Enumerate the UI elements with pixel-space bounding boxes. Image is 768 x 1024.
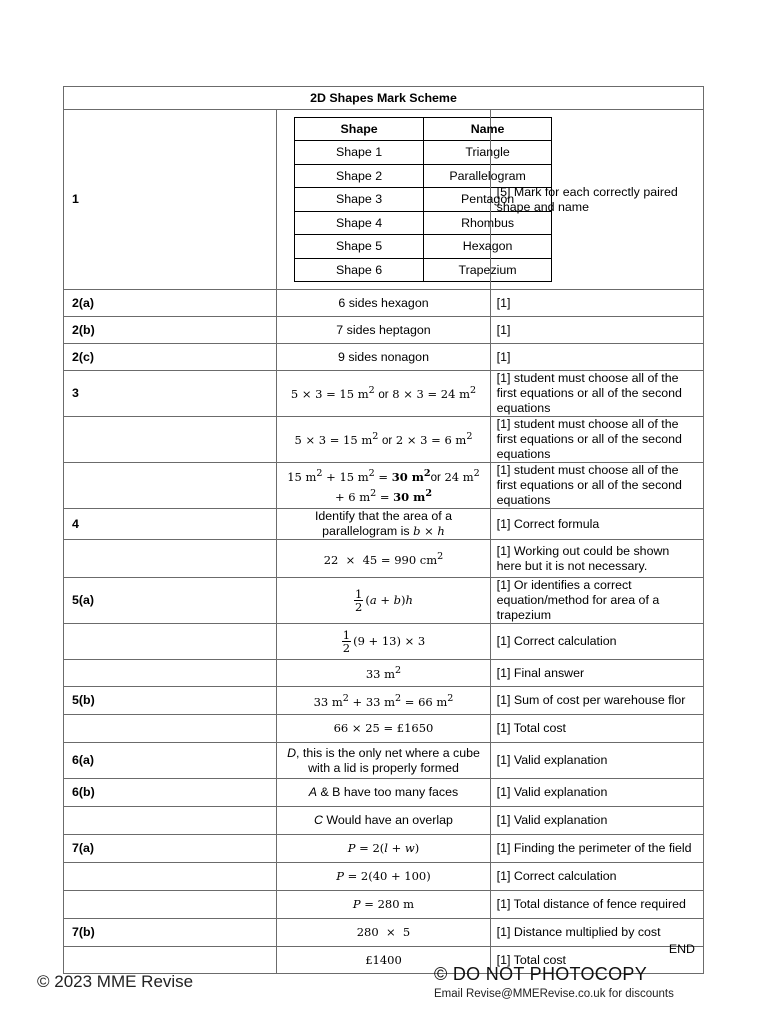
question-number: 2(c) (64, 344, 277, 371)
question-number (64, 660, 277, 687)
question-number: 2(b) (64, 317, 277, 344)
mark-cell: [1] Correct calculation (490, 863, 703, 891)
mark-cell: [1] Working out could be shown here but it is not necessary. (490, 540, 703, 578)
table-row (64, 578, 704, 624)
inner-cell-name: Rhombus (423, 211, 552, 235)
question-number (64, 417, 277, 463)
table-row (64, 371, 704, 417)
answer-cell: $\frac{1}{2}$ (9 + 13) × 3 (277, 624, 490, 660)
table-row (64, 743, 704, 779)
mark-cell: [5] Mark for each correctly paired shape and name (490, 110, 703, 290)
inner-cell-shape: Shape 5 (295, 235, 424, 259)
inner-cell-name: Triangle (423, 141, 552, 165)
inner-header-shape: Shape (295, 117, 424, 141)
table-row (64, 317, 704, 344)
mark-cell: [1] (490, 290, 703, 317)
question-number: 4 (64, 509, 277, 540)
question-number: 2(a) (64, 290, 277, 317)
table-row (64, 463, 704, 509)
answer-cell: 5 × 3 = 15 $m^2$ or 8 × 3 = 24 $m^2$ (277, 371, 490, 417)
contact-email: Email Revise@MMERevise.co.uk for discounts (434, 988, 674, 1000)
rows-body (64, 290, 704, 974)
answer-cell: 6 sides hexagon (277, 290, 490, 317)
table-row (64, 687, 704, 715)
mark-cell: [1] Correct formula (490, 509, 703, 540)
answer-cell: P = 2(40 + 100) (277, 863, 490, 891)
question-number: 1 (64, 110, 277, 290)
question-number (64, 624, 277, 660)
answer-cell: A & B have too many faces (277, 779, 490, 807)
inner-header-name: Name (423, 117, 552, 141)
question-number: 6(a) (64, 743, 277, 779)
table-row (64, 715, 704, 743)
inner-cell-name: Pentagon (423, 188, 552, 212)
answer-cell: 9 sides nonagon (277, 344, 490, 371)
answer-cell: £1400 (277, 947, 490, 974)
answer-cell: Identify that the area of a parallelogram is b × h (277, 509, 490, 540)
question-number: 7(b) (64, 919, 277, 947)
answer-cell (277, 110, 526, 290)
table-row (64, 417, 704, 463)
mark-scheme (63, 86, 704, 974)
inner-cell-shape: Shape 4 (295, 211, 424, 235)
answer-cell: 15 $m^2 + 15$ $m^2 = 30$ $m^2or$ 24 $m^2 + 6$ $m^2 = 30$ $m^2$ (277, 463, 490, 509)
table-row (64, 540, 704, 578)
question-number (64, 715, 277, 743)
footer-notice (434, 964, 674, 1000)
question-number: 5(b) (64, 687, 277, 715)
page-title: 2D Shapes Mark Scheme (64, 87, 704, 110)
table-row (64, 779, 704, 807)
mark-cell: [1] Or identifies a correct equation/method for area of a trapezium (490, 578, 703, 624)
title-row (64, 87, 704, 110)
question-number (64, 947, 277, 974)
table-row (64, 919, 704, 947)
inner-cell-shape: Shape 1 (295, 141, 424, 165)
table-row (64, 863, 704, 891)
table-row (64, 344, 704, 371)
mark-cell: [1] Total cost (490, 947, 703, 974)
no-photocopy-notice: © DO NOT PHOTOCOPY (434, 964, 648, 984)
question-number (64, 863, 277, 891)
answer-cell: 280 × 5 (277, 919, 490, 947)
mark-cell: [1] Total cost (490, 715, 703, 743)
answer-cell: 7 sides heptagon (277, 317, 490, 344)
table-row (64, 807, 704, 835)
table-row (64, 110, 704, 290)
mark-cell: [1] Sum of cost per warehouse flor (490, 687, 703, 715)
question-number: 7(a) (64, 835, 277, 863)
inner-cell-shape: Shape 2 (295, 164, 424, 188)
answer-cell: D, this is the only net where a cube with a lid is properly formed (277, 743, 490, 779)
table-row (64, 509, 704, 540)
answer-cell: P = 2(l + w) (277, 835, 490, 863)
mark-cell: [1] student must choose all of the first equations or all of the second equations (490, 463, 703, 509)
answer-cell: 33 $m^2$ (277, 660, 490, 687)
answer-cell: C Would have an overlap (277, 807, 490, 835)
question-number: 6(b) (64, 779, 277, 807)
mark-cell: [1] Final answer (490, 660, 703, 687)
answer-cell: 5 × 3 = 15 $m^2$ or 2 × 3 = 6 $m^2$ (277, 417, 490, 463)
table-row (64, 891, 704, 919)
answer-cell: 33 $m^2 + 33$ $m^2 = 66$ $m^2$ (277, 687, 490, 715)
question-number: 3 (64, 371, 277, 417)
mark-cell: [1] student must choose all of the first equations or all of the second equations (490, 417, 703, 463)
mark-cell: [1] Distance multiplied by cost (490, 919, 703, 947)
question-number (64, 891, 277, 919)
mark-cell: [1] Valid explanation (490, 807, 703, 835)
copyright-text: © 2023 MME Revise (37, 972, 194, 991)
question-number (64, 807, 277, 835)
table-row (64, 290, 704, 317)
question-number (64, 463, 277, 509)
mark-cell: [1] Correct calculation (490, 624, 703, 660)
answer-cell: $\frac{1}{2}$ (a + b)h (277, 578, 490, 624)
mark-cell: [1] Finding the perimeter of the field (490, 835, 703, 863)
table-row (64, 624, 704, 660)
mark-cell: [1] Valid explanation (490, 743, 703, 779)
answer-cell: 22 × 45 = 990 $cm^2$ (277, 540, 490, 578)
question-number (64, 540, 277, 578)
mark-cell: [1] (490, 344, 703, 371)
mark-cell: [1] (490, 317, 703, 344)
answer-cell: 66 × 25 = £1650 (277, 715, 490, 743)
inner-cell-shape: Shape 3 (295, 188, 424, 212)
table-row (64, 660, 704, 687)
inner-cell-name: Parallelogram (423, 164, 552, 188)
inner-cell-name: Trapezium (423, 258, 552, 282)
inner-cell-name: Hexagon (423, 235, 552, 259)
mark-scheme-table (63, 86, 704, 974)
answer-cell: P = 280 m (277, 891, 490, 919)
mark-cell: [1] student must choose all of the first equations or all of the second equations (490, 371, 703, 417)
table-row (64, 835, 704, 863)
end-label: END (668, 942, 695, 956)
inner-cell-shape: Shape 6 (295, 258, 424, 282)
mark-cell: [1] Valid explanation (490, 779, 703, 807)
mark-cell: [1] Total distance of fence required (490, 891, 703, 919)
question-number: 5(a) (64, 578, 277, 624)
